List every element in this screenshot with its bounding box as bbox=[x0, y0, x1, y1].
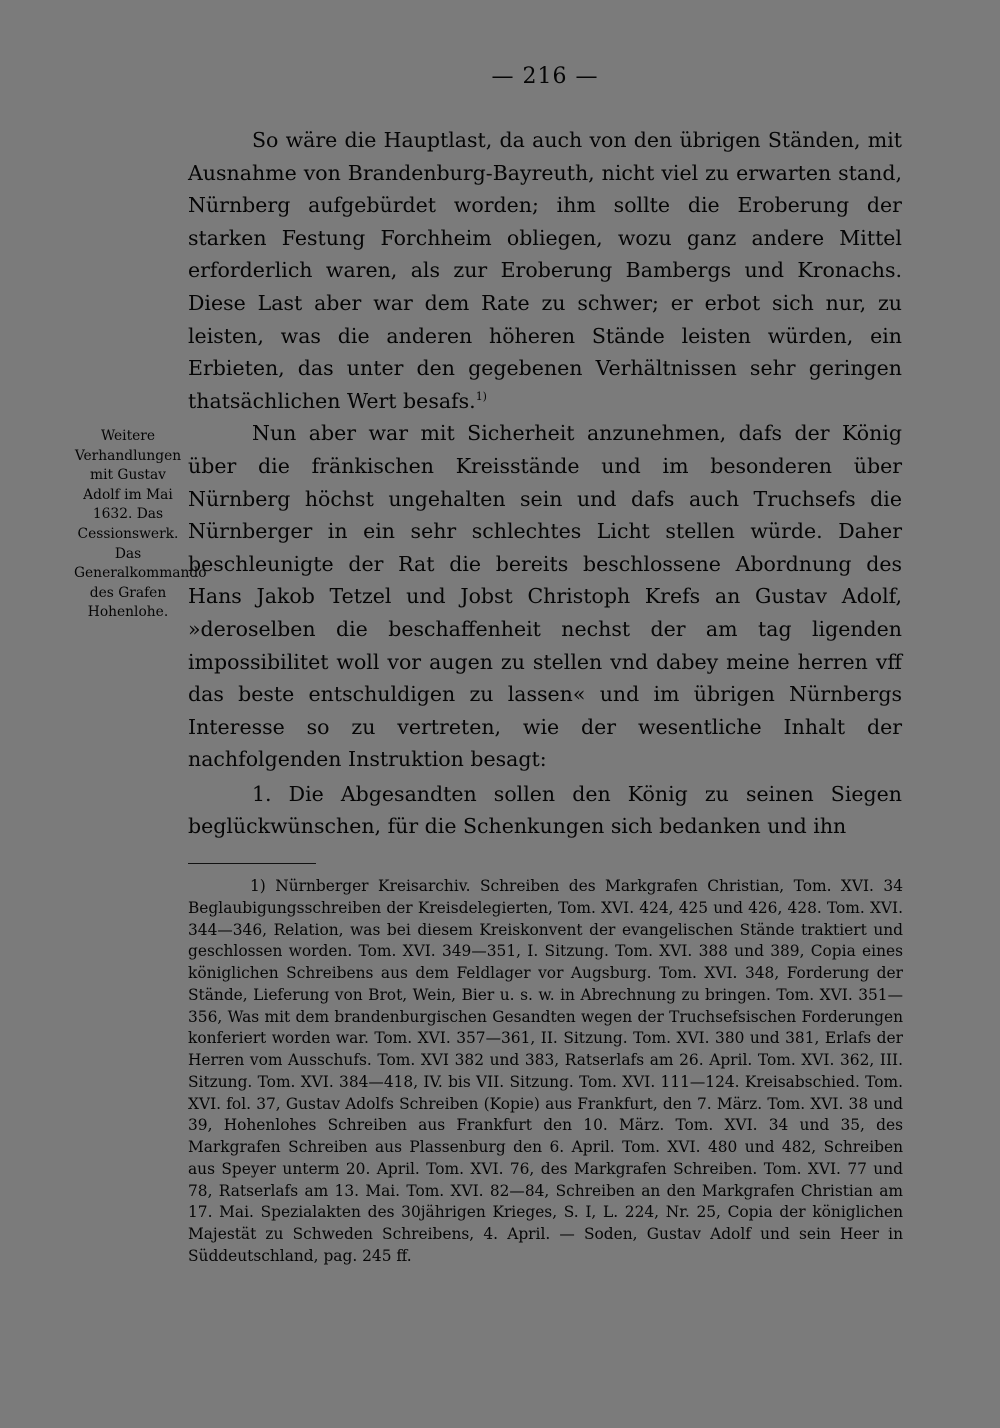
footnote-divider bbox=[188, 863, 316, 864]
paragraph-1-text: So wäre die Hauptlast, da auch von den übrigen Ständen, mit Ausnahme von Brandenburg-Bayreuth, nicht viel zu erwarten stand, Nürnberg aufgebürdet worden; ihm sollte die Eroberung der starken Festung Forchheim obliegen, wozu ganz andere Mittel erforderlich waren, als zur Eroberung Bambergs und Kronachs. Diese Last aber war dem Rate zu schwer; er erbot sich nur, zu leisten, was die anderen höheren Stände leisten würden, ein Erbieten, das unter den gegebenen Verhältnissen sehr geringen thatsächlichen Wert besafs. bbox=[188, 128, 902, 413]
paragraph-3: 1. Die Abgesandten sollen den König zu seinen Siegen beglückwünschen, für die Schenkungen sich bedanken und ihn bbox=[188, 781, 902, 839]
footnote-1: 1) Nürnberger Kreisarchiv. Schreiben des Markgrafen Christian, Tom. XVI. 34 Beglaubigungsschreiben der Kreisdelegierten, Tom. XVI. 424, 425 und 426, 428. Tom. XVI. 344—346, Relation, was bei diesem Kreiskonvent der evangelischen Stände traktiert und geschlossen worden. Tom. XVI. 349—351, I. Sitzung. Tom. XVI. 388 und 389, Copia eines königlichen Schreibens aus dem Feldlager vor Augsburg. Tom. XVI. 348, Forderung der Stände, Lieferung von Brot, Wein, Bier u. s. w. in Abrechnung zu bringen. Tom. XVI. 351—356, Was mit dem brandenburgischen Gesandten wegen der Truchsefsischen Forderungen konferiert worden war. Tom. XVI. 357—361, II. Sitzung. Tom. XVI. 380 und 381, Erlafs der Herren vom Ausschufs. Tom. XVI 382 und 383, Ratserlafs am 26. April. Tom. XVI. 362, III. Sitzung. Tom. XVI. 384—418, IV. bis VII. Sitzung. Tom. XVI. 111—124. Kreisabschied. Tom. XVI. fol. 37, Gustav Adolfs Schreiben (Kopie) aus Frankfurt, den 7. März. Tom. XVI. 38 und 39, Hohenlohes Schreiben aus Frankfurt den 10. März. Tom. XVI. 34 und 35, des Markgrafen Schreiben aus Plassenburg den 6. April. Tom. XVI. 480 und 482, Schreiben aus Speyer unterm 20. April. Tom. XVI. 76, des Markgrafen Schreiben. Tom. XVI. 77 und 78, Ratserlafs am 13. Mai. Tom. XVI. 82—84, Schreiben an den Markgrafen Christian am 17. Mai. Spezialakten des 30jährigen Krieges, S. I, L. 224, Nr. 25, Copia der königlichen Majestät zu Schweden Schreibens, 4. April. — Soden, Gustav Adolf und sein Heer in Süddeutschland, pag. 245 ff. bbox=[188, 877, 903, 1265]
paragraph-2: Nun aber war mit Sicherheit anzunehmen, dafs der König über die fränkischen Kreisstände und im besonderen über Nürnberg höchst ungehalten sein und dafs auch Truchsefs die Nürnberger in ein sehr schlechtes Licht stellen würde. Daher beschleunigte der Rat die bereits beschlossene Abordnung des Hans Jakob Tetzel und Jobst Christoph Krefs an Gustav Adolf, »deroselben die beschaffenheit nechst der am tag ligenden impossibilitet woll vor augen zu stellen vnd dabey meine herren vff das beste entschuldigen zu lassen« und im übrigen Nürnbergs Interesse so zu vertreten, wie der wesentliche Inhalt der nachfolgenden Instruktion besagt: bbox=[188, 421, 902, 772]
page-number: — 216 — bbox=[491, 64, 599, 89]
main-text bbox=[188, 124, 902, 843]
paragraph-1 bbox=[188, 124, 902, 417]
footnotes bbox=[188, 876, 903, 1268]
footnote-reference: 1) bbox=[475, 389, 487, 403]
margin-note: Weitere Verhandlungen mit Gustav Adolf im Mai 1632. Das Cessionswerk. Das Generalkommando des Grafen Hohenlohe. bbox=[74, 428, 207, 621]
